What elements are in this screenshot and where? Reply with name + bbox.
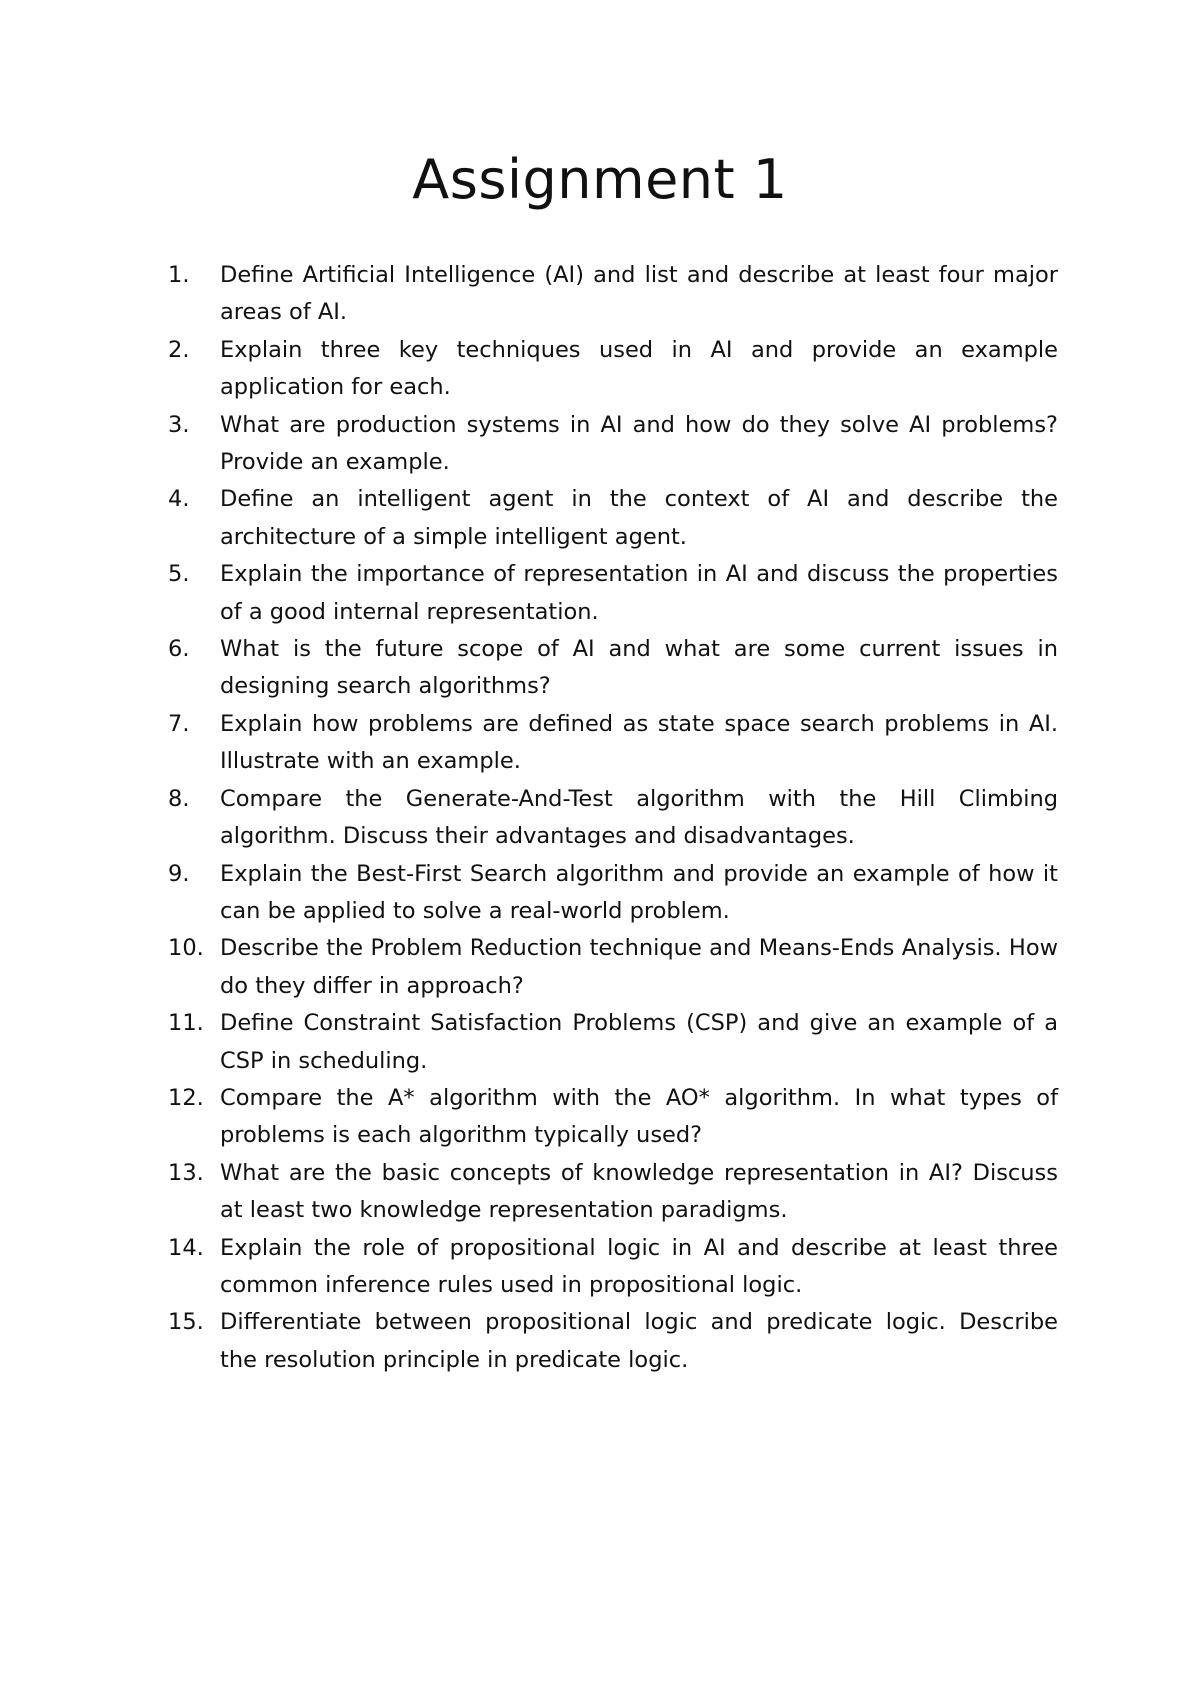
question-number: 2.: [168, 336, 190, 363]
question-number: 4.: [168, 486, 190, 513]
question-text: What are production systems in AI and how do they solve AI problems? Provide an example.: [220, 411, 1058, 476]
question-item: [168, 930, 1058, 1005]
question-number: 5.: [168, 561, 190, 588]
question-text: Explain the Best-First Search algorithm and provide an example of how it can be applied to solve a real-world problem.: [220, 860, 1058, 924]
question-text: Define Constraint Satisfaction Problems (CSP) and give an example of a CSP in scheduling.: [220, 1010, 1058, 1074]
question-text: What is the future scope of AI and what are some current issues in designing search algorithms?: [220, 636, 1058, 700]
question-number: 11.: [168, 1010, 204, 1037]
question-item: [168, 1230, 1058, 1305]
question-item: [168, 1080, 1058, 1155]
question-text: Explain the importance of representation in AI and discuss the properties of a good internal representation.: [220, 561, 1058, 625]
question-number: 6.: [168, 636, 190, 663]
question-item: [168, 781, 1058, 856]
question-item: [168, 1005, 1058, 1080]
question-item: [168, 407, 1058, 482]
question-number: 3.: [168, 411, 190, 438]
question-item: [168, 257, 1058, 332]
question-item: [168, 631, 1058, 706]
question-text: Compare the Generate-And-Test algorithm with the Hill Climbing algorithm. Discuss their advantages and disadvantages.: [220, 785, 1058, 850]
question-number: 1.: [168, 262, 190, 288]
question-text: Differentiate between propositional logic and predicate logic. Describe the resolution principle in predicate logic.: [220, 1309, 1058, 1373]
question-number: 10.: [168, 935, 204, 962]
question-item: [168, 332, 1058, 407]
question-item: [168, 556, 1058, 631]
question-item: [168, 1304, 1058, 1379]
question-text: What are the basic concepts of knowledge representation in AI? Discuss at least two knowledge representation paradigms.: [220, 1159, 1058, 1224]
question-number: 9.: [168, 860, 190, 887]
page-title: Assignment 1: [412, 148, 788, 211]
question-item: [168, 856, 1058, 931]
question-text: Define an intelligent agent in the context of AI and describe the architecture of a simple intelligent agent.: [220, 486, 1058, 550]
question-text: Describe the Problem Reduction technique and Means-Ends Analysis. How do they differ in approach?: [220, 935, 1058, 999]
question-number: 13.: [168, 1159, 204, 1186]
question-number: 12.: [168, 1084, 204, 1111]
question-text: Explain how problems are defined as state space search problems in AI. Illustrate with an example.: [220, 710, 1058, 775]
question-text: Explain three key techniques used in AI and provide an example application for each.: [220, 336, 1058, 401]
question-text: Compare the A* algorithm with the AO* algorithm. In what types of problems is each algorithm typically used?: [220, 1084, 1058, 1149]
question-number: 14.: [168, 1234, 204, 1261]
question-number: 8.: [168, 785, 190, 812]
question-item: [168, 481, 1058, 556]
question-number: 7.: [168, 710, 190, 737]
question-number: 15.: [168, 1309, 204, 1336]
question-item: [168, 1155, 1058, 1230]
question-text: Explain the role of propositional logic in AI and describe at least three common inference rules used in propositional logic.: [220, 1234, 1058, 1298]
question-text: Define Artificial Intelligence (AI) and list and describe at least four major areas of AI.: [220, 262, 1058, 326]
question-item: [168, 706, 1058, 781]
question-list: [168, 257, 1058, 1379]
